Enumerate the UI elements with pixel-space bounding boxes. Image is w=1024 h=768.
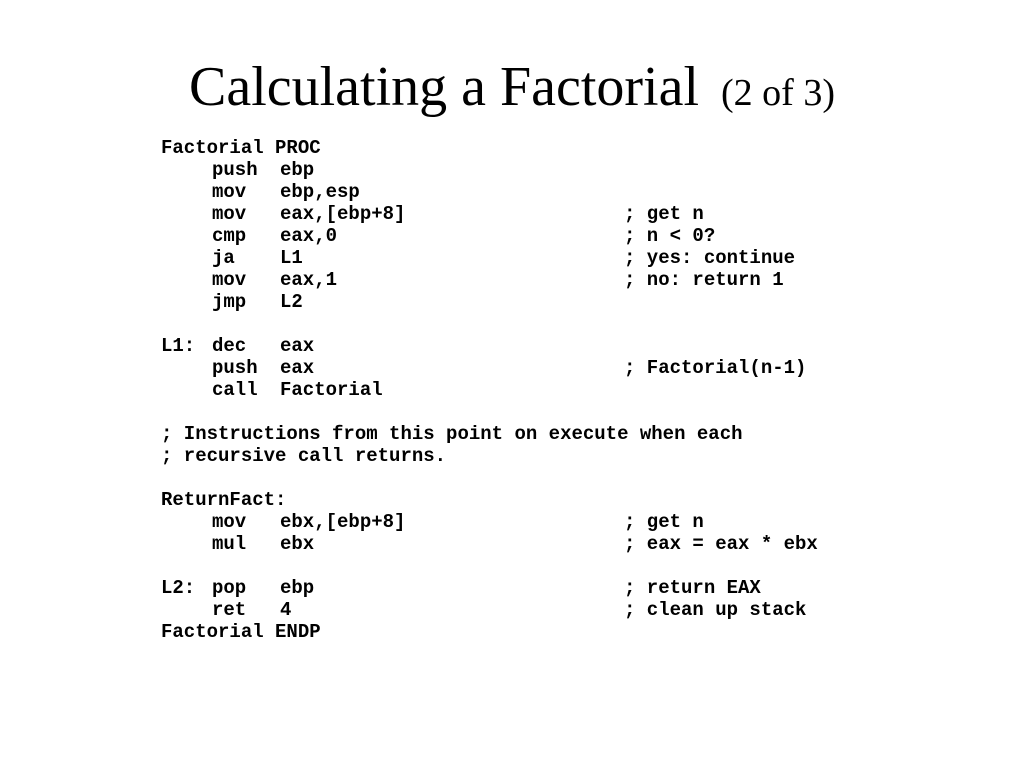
code-instruction: call [212,379,258,401]
code-instruction: dec [212,335,247,357]
code-operand: Factorial [280,379,383,401]
code-operand: L2 [280,291,303,313]
code-instruction: push [212,357,258,379]
code-text: Factorial PROC [161,137,321,159]
code-operand: ebp [280,577,315,599]
code-operand: ebx,[ebp+8] [280,511,406,533]
code-comment: ; no: return 1 [624,269,784,291]
code-comment: ; return EAX [624,577,761,599]
code-operand: L1 [280,247,303,269]
code-operand: 4 [280,599,292,621]
code-instruction: mul [212,533,247,555]
code-operand: ebp,esp [280,181,360,203]
code-operand: eax [280,335,315,357]
slide-title-subtitle: (2 of 3) [721,72,835,114]
code-comment: ; get n [624,203,704,225]
code-instruction: mov [212,511,247,533]
code-instruction: mov [212,269,247,291]
code-instruction: cmp [212,225,247,247]
code-instruction: ret [212,599,247,621]
code-comment: ; clean up stack [624,599,807,621]
code-text: ReturnFact: [161,489,287,511]
code-instruction: mov [212,181,247,203]
code-operand: ebx [280,533,315,555]
code-instruction: push [212,159,258,181]
code-operand: eax,0 [280,225,338,247]
code-operand: eax,1 [280,269,338,291]
code-text: ; Instructions from this point on execute when each [161,423,743,445]
code-operand: ebp [280,159,315,181]
code-operand: eax,[ebp+8] [280,203,406,225]
code-comment: ; eax = eax * ebx [624,533,818,555]
code-instruction: pop [212,577,247,599]
code-instruction: jmp [212,291,247,313]
code-label: L1: [161,335,196,357]
code-text: Factorial ENDP [161,621,321,643]
code-comment: ; Factorial(n-1) [624,357,807,379]
code-instruction: mov [212,203,247,225]
code-comment: ; get n [624,511,704,533]
code-comment: ; n < 0? [624,225,716,247]
slide-title [0,55,1024,125]
code-instruction: ja [212,247,235,269]
code-label: L2: [161,577,196,599]
code-text: ; recursive call returns. [161,445,447,467]
slide-title-main: Calculating a Factorial [188,56,700,118]
code-operand: eax [280,357,315,379]
code-comment: ; yes: continue [624,247,796,269]
